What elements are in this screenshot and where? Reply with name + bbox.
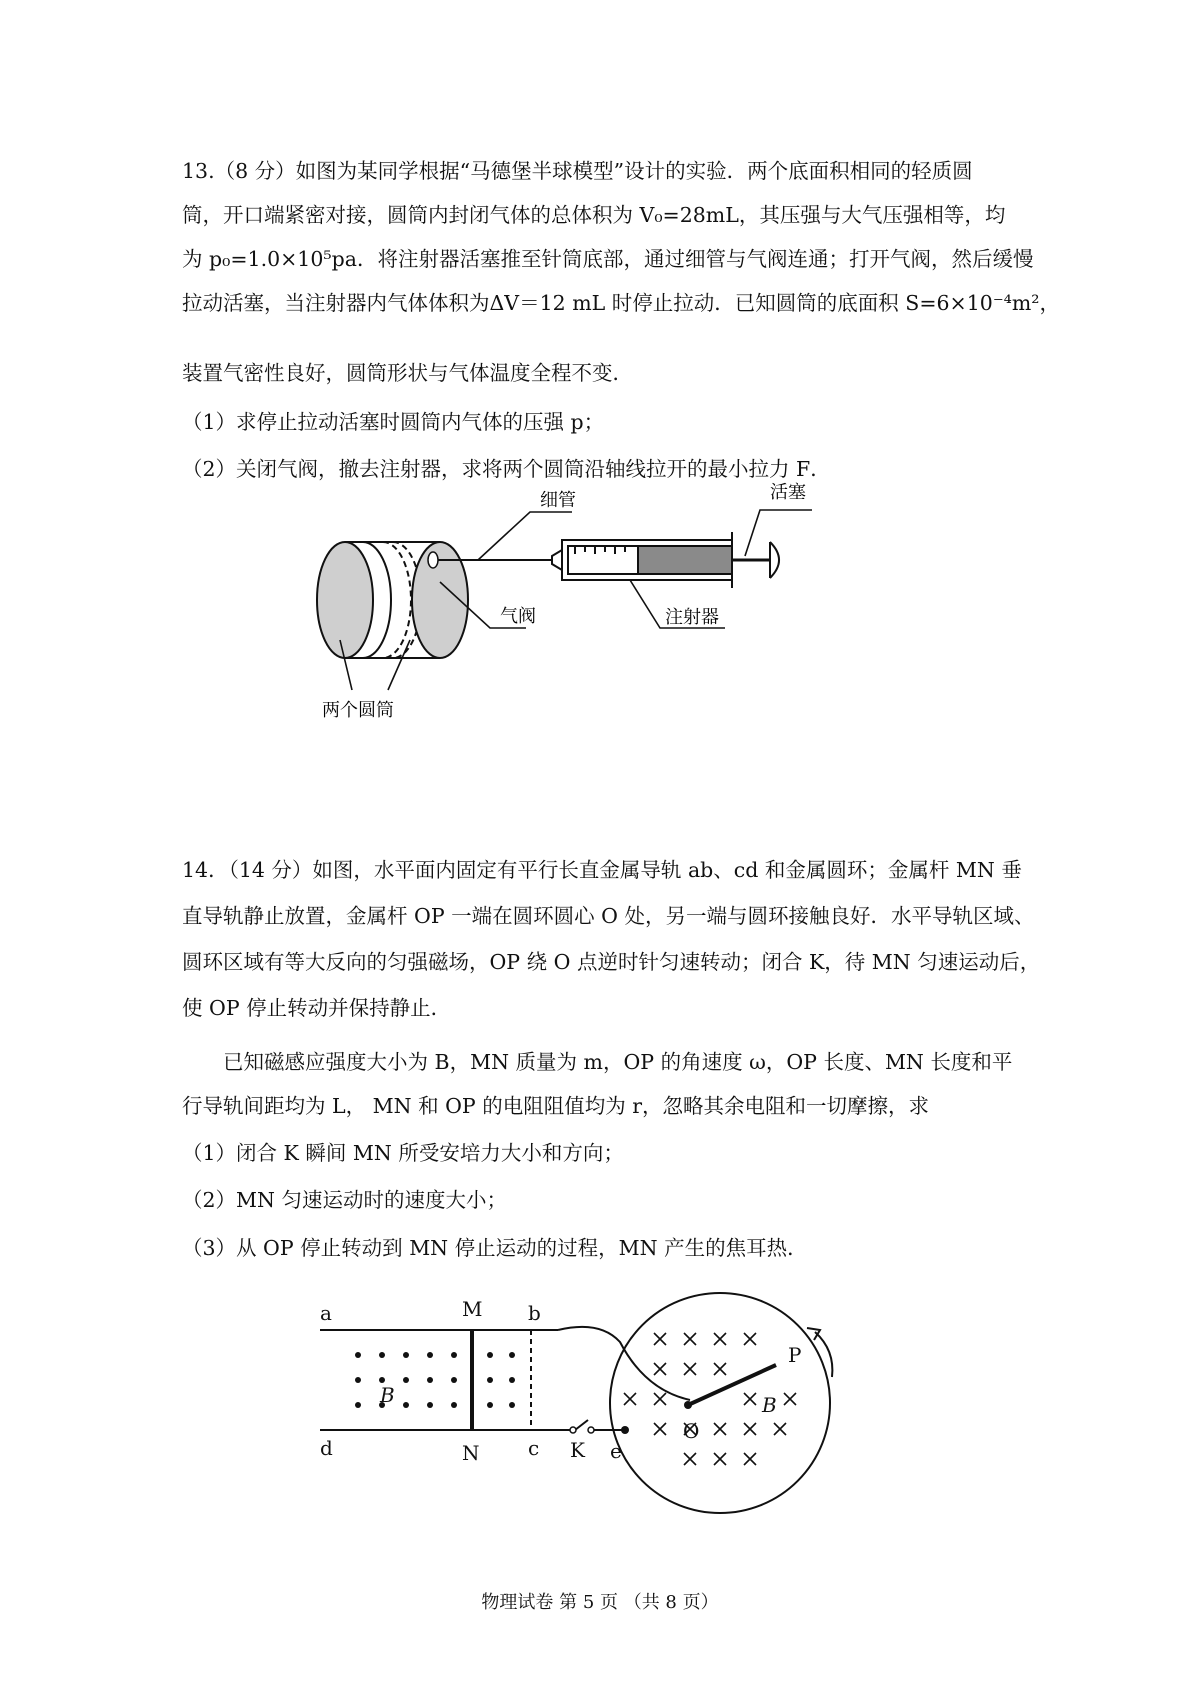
q14-line-6: 行导轨间距均为 L， MN 和 OP 的电阻阻值均为 r，忽略其余电阻和一切摩擦，求 bbox=[182, 1094, 930, 1118]
label-b: b bbox=[528, 1301, 541, 1325]
valve bbox=[428, 552, 438, 568]
center-O bbox=[684, 1401, 692, 1409]
label-thin-tube: 细管 bbox=[540, 490, 576, 511]
label-a: a bbox=[320, 1301, 332, 1325]
switch-K bbox=[575, 1420, 588, 1430]
q13-line-1: 13.（8 分）如图为某同学根据“马德堡半球模型”设计的实验．两个底面积相同的轻质圆 bbox=[182, 159, 973, 183]
q13-line-6: （1）求停止拉动活塞时圆筒内气体的压强 p； bbox=[182, 410, 605, 434]
junction-e bbox=[621, 1426, 629, 1434]
label-syringe: 注射器 bbox=[665, 607, 719, 628]
q13-line-7: （2）关闭气阀，撤去注射器，求将两个圆筒沿轴线拉开的最小拉力 F． bbox=[182, 457, 831, 481]
q14-line-9: （3）从 OP 停止转动到 MN 停止运动的过程，MN 产生的焦耳热． bbox=[182, 1236, 808, 1260]
q14-line-2: 直导轨静止放置，金属杆 OP 一端在圆环圆心 O 处，另一端与圆环接触良好．水平导轨区域、 bbox=[182, 904, 1035, 928]
wire-b-to-O bbox=[558, 1327, 690, 1400]
label-K: K bbox=[570, 1438, 585, 1462]
q14-line-5: 已知磁感应强度大小为 B，MN 质量为 m，OP 的角速度 ω，OP 长度、MN 长度和平 bbox=[182, 1050, 1013, 1074]
label-e: e bbox=[610, 1439, 622, 1463]
label-O: O bbox=[683, 1419, 700, 1443]
q13-line-4: 拉动活塞，当注射器内气体体积为ΔV＝12 mL 时停止拉动．已知圆筒的底面积 S=6×10⁻⁴m²， bbox=[182, 291, 1061, 315]
q13-line-2: 筒，开口端紧密对接，圆筒内封闭气体的总体积为 V₀=28mL，其压强与大气压强相等，均 bbox=[182, 203, 1006, 227]
switch-contact-1 bbox=[570, 1427, 576, 1433]
q14-line-8: （2）MN 匀速运动时的速度大小； bbox=[182, 1188, 507, 1212]
label-P: P bbox=[788, 1343, 802, 1367]
label-M: M bbox=[462, 1297, 483, 1321]
label-c: c bbox=[528, 1436, 540, 1460]
cylinder-leader-2 bbox=[388, 640, 410, 690]
label-d: d bbox=[320, 1436, 333, 1460]
syringe bbox=[552, 532, 779, 588]
q13-line-3: 为 p₀=1.0×10⁵pa．将注射器活塞推至针筒底部，通过细管与气阀连通；打开气阀，然后缓慢 bbox=[182, 247, 1034, 271]
page-footer: 物理试卷 第 5 页 （共 8 页） bbox=[481, 1592, 719, 1613]
field-out-dots bbox=[355, 1352, 515, 1408]
label-valve: 气阀 bbox=[500, 606, 536, 627]
label-N: N bbox=[462, 1441, 480, 1465]
q14-line-7: （1）闭合 K 瞬间 MN 所受安培力大小和方向； bbox=[182, 1141, 624, 1165]
rail-ring-figure bbox=[300, 1280, 920, 1500]
label-piston: 活塞 bbox=[770, 482, 806, 503]
q14-line-1: 14．（14 分）如图，水平面内固定有平行长直金属导轨 ab、cd 和金属圆环；金属杆 MN 垂 bbox=[182, 858, 1022, 882]
q14-line-4: 使 OP 停止转动并保持静止． bbox=[182, 996, 452, 1020]
switch-contact-2 bbox=[588, 1427, 594, 1433]
q13-line-5: 装置气密性良好，圆筒形状与气体温度全程不变． bbox=[182, 361, 633, 385]
piston-leader bbox=[745, 510, 812, 556]
label-B-left: B bbox=[380, 1383, 395, 1407]
label-cylinders: 两个圆筒 bbox=[322, 700, 394, 721]
rotation-arrow bbox=[815, 1332, 832, 1377]
label-B-right: B bbox=[762, 1393, 777, 1417]
metal-ring bbox=[610, 1293, 830, 1513]
q14-line-3: 圆环区域有等大反向的匀强磁场，OP 绕 O 点逆时针匀速转动；闭合 K，待 MN 匀速运动后， bbox=[182, 950, 1041, 974]
syringe-figure bbox=[300, 482, 900, 740]
